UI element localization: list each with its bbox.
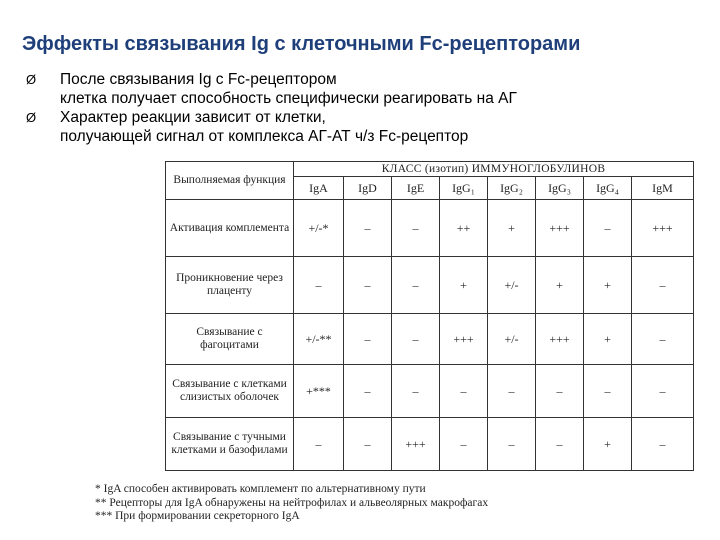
column-header: IgG₁ (440, 177, 488, 200)
table-cell: +++ (632, 200, 694, 257)
table-cell: – (344, 257, 392, 314)
arrow-bullet-icon: Ø (26, 110, 37, 125)
header-class: КЛАСС (изотип) ИММУНОГЛОБУЛИНОВ (294, 162, 694, 177)
table-cell: – (392, 365, 440, 418)
row-label: Проникновение через плаценту (166, 257, 294, 314)
table-row (166, 418, 694, 471)
column-header: IgG₂ (488, 177, 536, 200)
table-cell: – (392, 257, 440, 314)
table-cell: +++ (536, 314, 584, 365)
column-header: IgG₃ (536, 177, 584, 200)
immunoglobulin-table-container (165, 161, 693, 471)
immunoglobulin-table (165, 161, 694, 471)
table-cell: +/-** (294, 314, 344, 365)
table-cell: + (536, 257, 584, 314)
column-header: IgA (294, 177, 344, 200)
table-footnotes (95, 483, 488, 524)
table-cell: + (488, 200, 536, 257)
table-cell: +/- (488, 314, 536, 365)
table-cell: – (584, 200, 632, 257)
table-row (166, 200, 694, 257)
row-label: Связывание с тучными клетками и базофилами (166, 418, 294, 471)
column-header: IgM (632, 177, 694, 200)
table-cell: – (632, 257, 694, 314)
table-cell: + (584, 257, 632, 314)
column-header: IgD (344, 177, 392, 200)
bullet-item (26, 108, 696, 146)
table-cell: – (344, 418, 392, 471)
table-cell: +++ (440, 314, 488, 365)
table-row (166, 365, 694, 418)
table-cell: – (488, 365, 536, 418)
row-label: Связывание с клетками слизистых оболочек (166, 365, 294, 418)
table-cell: – (632, 365, 694, 418)
footnote: ** Рецепторы для IgA обнаружены на нейтрофилах и альвеолярных макрофагах (95, 496, 489, 509)
table-cell: – (344, 365, 392, 418)
header-function: Выполняемая функция (166, 162, 294, 200)
table-cell: – (294, 257, 344, 314)
table-cell: +*** (294, 365, 344, 418)
table-cell: + (584, 314, 632, 365)
bullet-line: клетка получает способность специфически реагировать на АГ (60, 90, 517, 107)
column-header: IgG₄ (584, 177, 632, 200)
table-cell: – (392, 200, 440, 257)
slide-title: Эффекты связывания Ig с клеточными Fc-рецепторами (22, 33, 581, 55)
table-cell: +/-* (294, 200, 344, 257)
table-cell: ++ (440, 200, 488, 257)
table-cell: +++ (536, 200, 584, 257)
table-cell: – (392, 314, 440, 365)
table-cell: – (632, 314, 694, 365)
bullet-list (26, 70, 696, 146)
table-cell: + (584, 418, 632, 471)
row-label: Связывание с фагоцитами (166, 314, 294, 365)
arrow-bullet-icon: Ø (26, 72, 37, 87)
bullet-item (26, 70, 696, 108)
table-cell: + (440, 257, 488, 314)
table-cell: – (584, 365, 632, 418)
table-row (166, 257, 694, 314)
table-row (166, 314, 694, 365)
bullet-line: получающей сигнал от комплекса АГ-АТ ч/з Fc-рецептор (60, 128, 469, 145)
bullet-line: Характер реакции зависит от клетки, (60, 109, 326, 126)
table-cell: – (488, 418, 536, 471)
table-cell: – (344, 200, 392, 257)
table-cell: +++ (392, 418, 440, 471)
table-cell: +/- (488, 257, 536, 314)
footnote: *** При формировании секреторного IgA (95, 510, 300, 522)
footnote: * IgA способен активировать комплемент по альтернативному пути (95, 483, 426, 495)
table-cell: – (632, 418, 694, 471)
table-cell: – (294, 418, 344, 471)
row-label: Активация комплемента (166, 200, 294, 257)
table-cell: – (440, 418, 488, 471)
table-cell: – (440, 365, 488, 418)
bullet-line: После связывания Ig с Fc-рецептором (60, 71, 337, 88)
table-cell: – (536, 365, 584, 418)
table-cell: – (344, 314, 392, 365)
column-header: IgE (392, 177, 440, 200)
table-cell: – (536, 418, 584, 471)
